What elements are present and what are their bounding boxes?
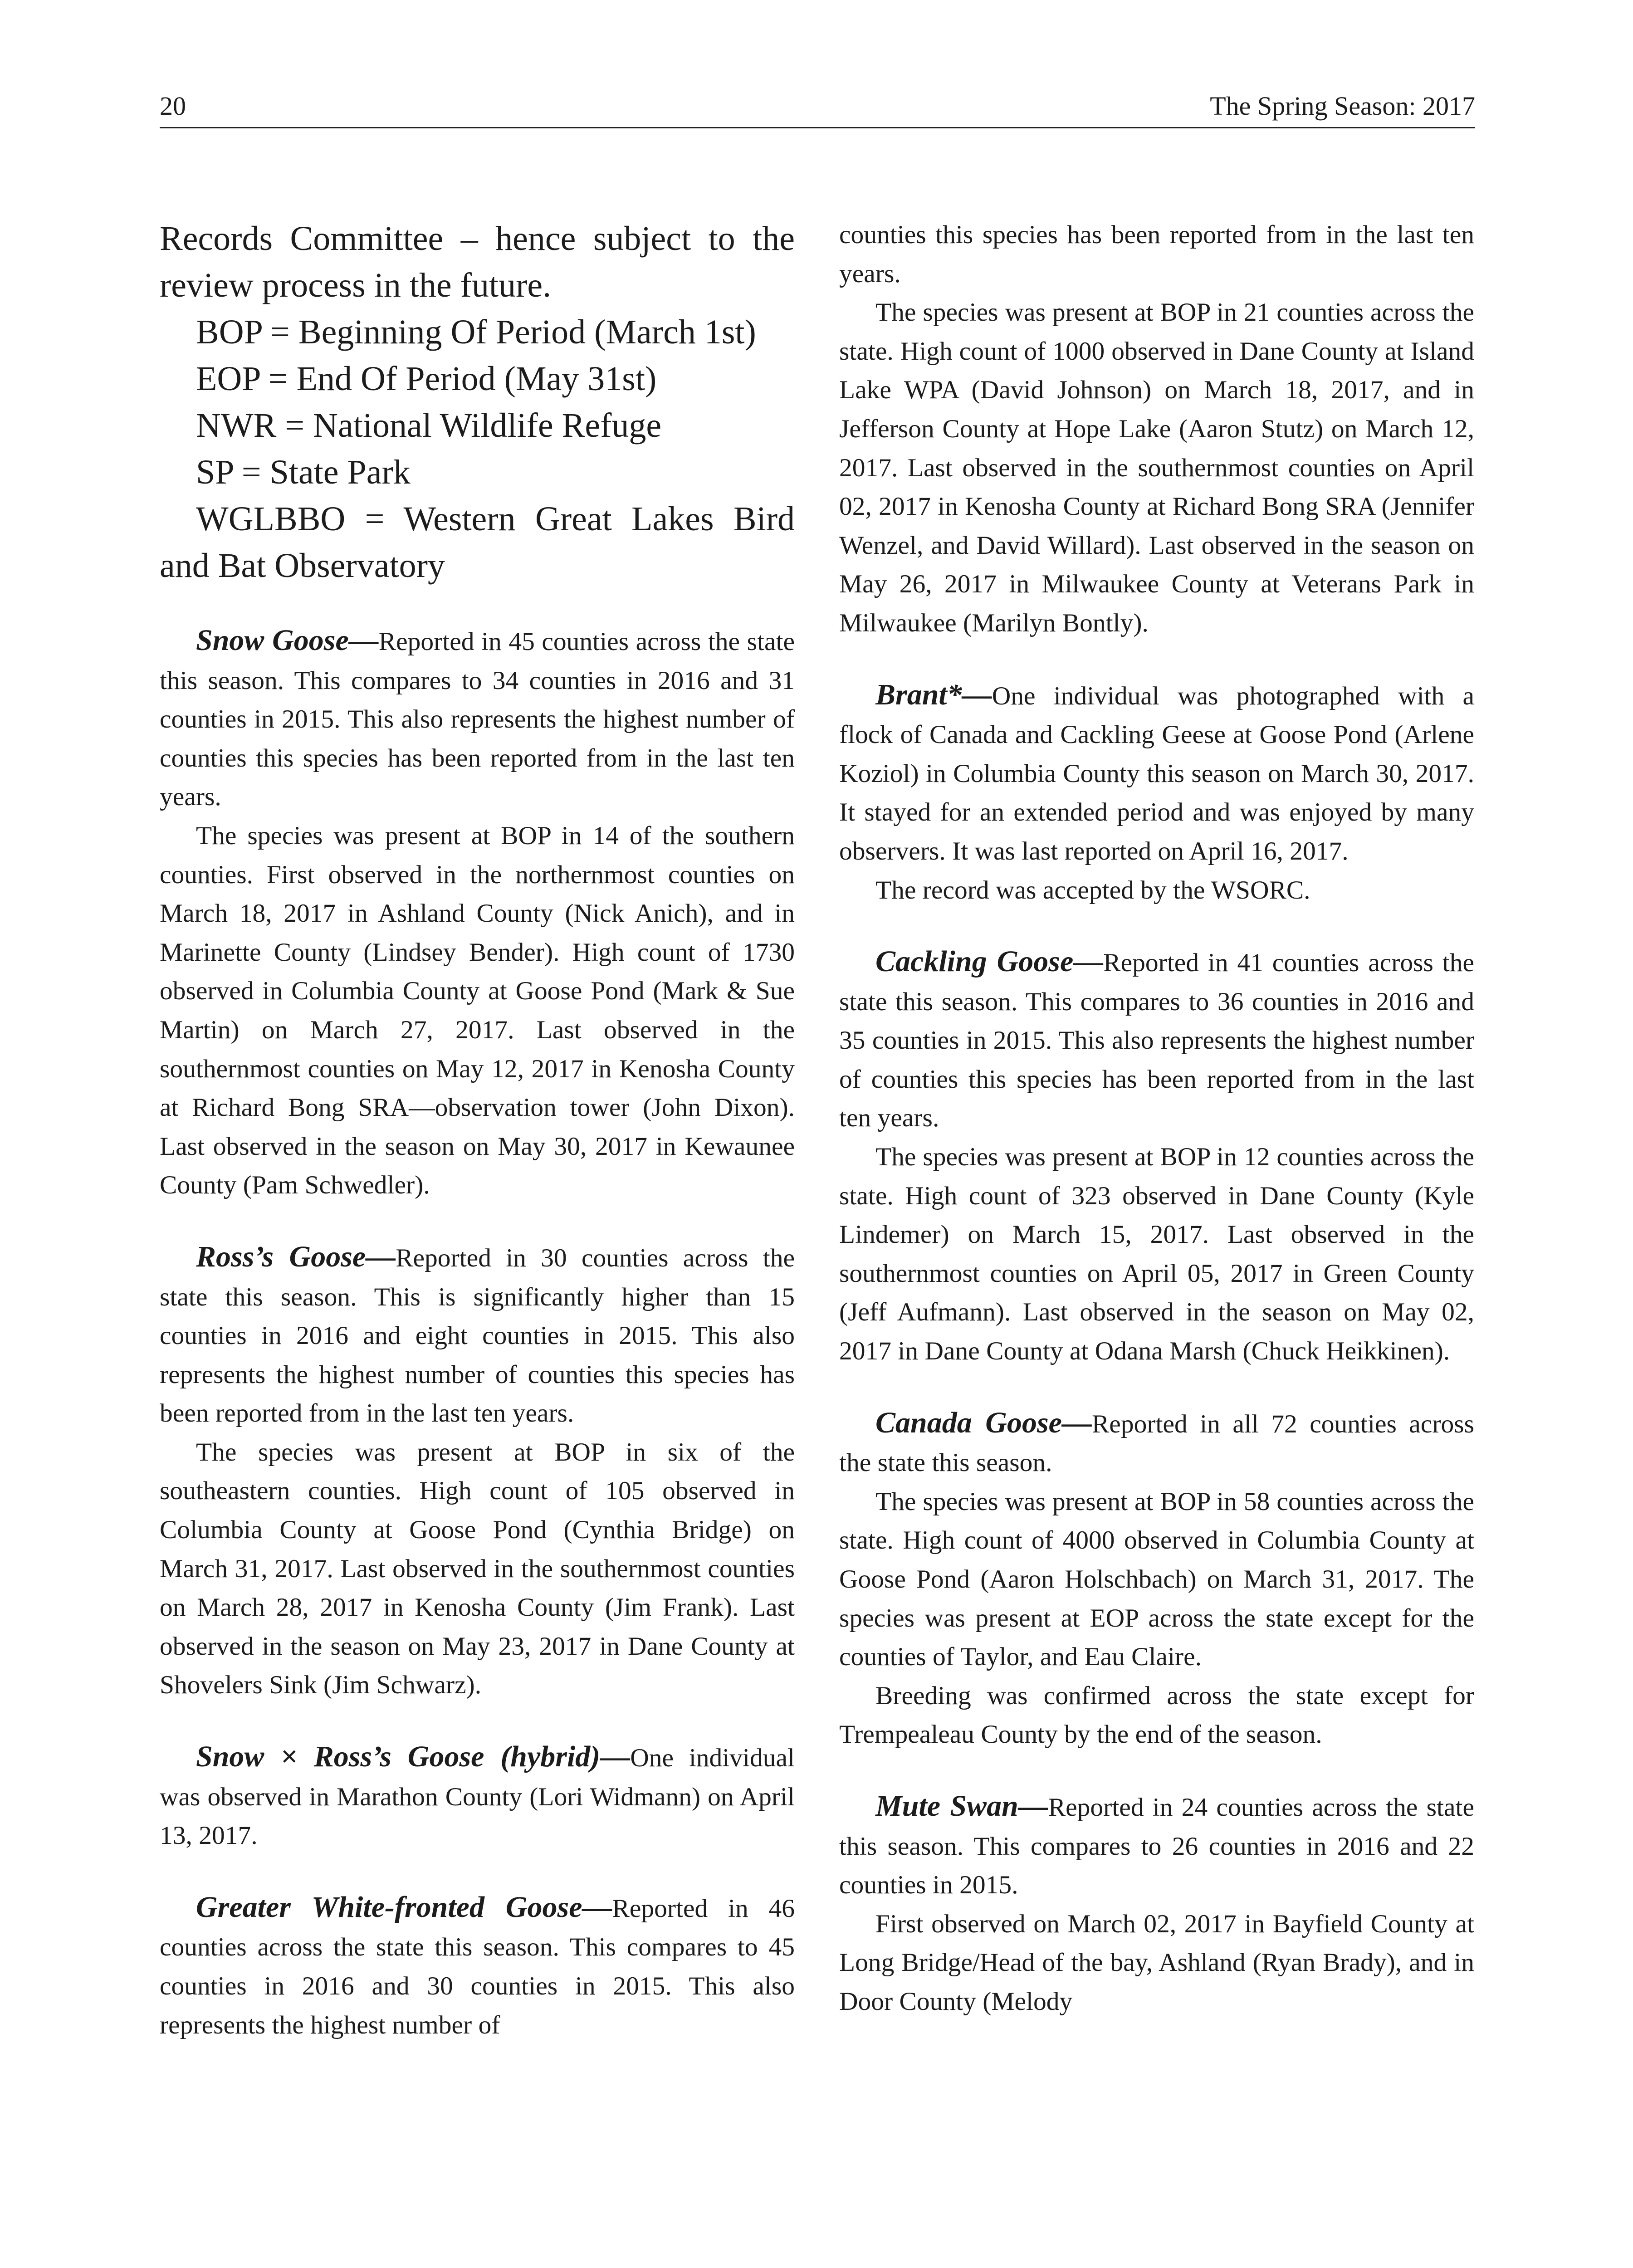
entry-paragraph [160, 1737, 795, 1855]
entry-paragraph [160, 1433, 795, 1705]
species-name: Ross’s Goose [196, 1240, 366, 1273]
species-dash: — [1061, 1406, 1092, 1439]
paragraph-text: Reported in 24 counties across the state this season. This compares to 26 counties in 2016 and 22 counties in 2015. [839, 1793, 1474, 1900]
entry-paragraph [839, 293, 1474, 642]
entry-paragraph [839, 1787, 1474, 1905]
paragraph-text: The species was present at BOP in 14 of the southern counties. First observed in the northernmost counties on March 18, 2017 in Ashland County (Nick Anich), and in Marinette County (Lindsey Bender). High count of 1730 observed in Columbia County at Goose Pond (Mark & Sue Martin) on March 27, 2017. Last observed in the southernmost counties on May 12, 2017 in Kenosha County at Richard Bong SRA—observation tower (John Dixon). Last observed in the season on May 30, 2017 in Kewaunee County (Pam Schwedler). [160, 821, 795, 1200]
species-dash: — [600, 1740, 631, 1774]
species-name: Greater White-fronted Goose [196, 1890, 582, 1924]
paragraph-text: counties this species has been reported from in the last ten years. [839, 220, 1474, 288]
abbreviation-line: Records Committee – hence subject to the review process in the future. [160, 220, 795, 304]
paragraph-text: Reported in 45 counties across the state this season. This compares to 34 counties in 2016 and 31 counties in 2015. This also represents the highest number of counties this species has been reported from in the last ten years. [160, 627, 795, 811]
species-entry-ross-s-goose [160, 1237, 795, 1705]
paragraph-text: The species was present at BOP in 21 counties across the state. High count of 1000 observed in Dane County at Island Lake WPA (David Johnson) on March 18, 2017, and in Jefferson County at Hope Lake (Aaron Stutz) on March 12, 2017. Last observed in the southernmost counties on April 02, 2017 in Kenosha County at Richard Bong SRA (Jennifer Wenzel, and David Willard). Last observed in the season on May 26, 2017 in Milwaukee County at Veterans Park in Milwaukee (Marilyn Bontly). [839, 298, 1474, 637]
entry-paragraph [839, 1403, 1474, 1482]
paragraph-text: Breeding was confirmed across the state except for Trempealeau County by the end of the season. [839, 1681, 1474, 1749]
species-entry-brant [839, 675, 1474, 910]
species-name: Snow Goose [196, 624, 349, 657]
paragraph-text: Reported in 46 counties across the state this season. This compares to 45 counties in 2016 and 30 counties in 2015. This also represents the highest number of [160, 1894, 795, 2039]
species-name: Brant* [875, 678, 962, 711]
page-number: 20 [160, 91, 186, 121]
entry-paragraph [839, 942, 1474, 1138]
species-name: Cackling Goose [875, 945, 1074, 978]
entry-paragraph [839, 1677, 1474, 1754]
species-name: Canada Goose [875, 1406, 1062, 1439]
paragraph-text: Reported in 30 counties across the state this season. This is significantly higher than 15 counties in 2016 and eight counties in 2015. This also represents the highest number of counties this species has been reported from in the last ten years. [160, 1243, 795, 1428]
left-column [160, 215, 795, 2077]
right-column [839, 215, 1474, 2054]
species-entry-canada-goose [839, 1403, 1474, 1754]
species-entry-mute-swan [839, 1787, 1474, 2021]
paragraph-text: Reported in all 72 counties across the state this season. [839, 1409, 1474, 1477]
abbreviation-line: BOP = Beginning Of Period (March 1st) [196, 313, 756, 351]
species-entry-snow-goose [160, 621, 795, 1205]
running-title: The Spring Season: 2017 [1210, 91, 1475, 121]
paragraph-text: One individual was photographed with a flock of Canada and Cackling Geese at Goose Pond (Arlene Koziol) in Columbia County this season on March 30, 2017. It stayed for an extended period and was enjoyed by many observers. It was last reported on April 16, 2017. [839, 681, 1474, 865]
species-dash: — [962, 678, 992, 711]
paragraph-text: The species was present at BOP in six of the southeastern counties. High count of 105 observed in Columbia County at Goose Pond (Cynthia Bridge) on March 31, 2017. Last observed in the southernmost counties on March 28, 2017 in Kenosha County (Jim Frank). Last observed in the season on May 23, 2017 in Dane County at Shovelers Sink (Jim Schwarz). [160, 1437, 795, 1700]
species-dash: — [366, 1240, 396, 1273]
species-name: Snow × Ross’s Goose (hybrid) [196, 1740, 601, 1774]
paragraph-text: The species was present at BOP in 12 counties across the state. High count of 323 observed in Dane County (Kyle Lindemer) on March 15, 2017. Last observed in the southernmost counties on April 05, 2017 in Green County (Jeff Aufmann). Last observed in the season on May 02, 2017 in Dane County at Odana Marsh (Chuck Heikkinen). [839, 1143, 1474, 1366]
entry-paragraph [839, 1482, 1474, 1677]
paragraph-text: Reported in 41 counties across the state this season. This compares to 36 counties in 2016 and 35 counties in 2015. This also represents the highest number of counties this species has been reported from in the last ten years. [839, 948, 1474, 1133]
species-entry-continued [839, 215, 1474, 643]
species-dash: — [1018, 1789, 1048, 1823]
paragraph-text: One individual was observed in Marathon County (Lori Widmann) on April 13, 2017. [160, 1744, 795, 1850]
species-entry-greater-white-fronted-goose [160, 1888, 795, 2044]
species-entry-snow-ross-s-goose-hybrid [160, 1737, 795, 1855]
paragraph-text: First observed on March 02, 2017 in Bayfield County at Long Bridge/Head of the bay, Ashland (Ryan Brady), and in Door County (Melody [839, 1909, 1474, 2016]
entry-paragraph [839, 1905, 1474, 2021]
entry-paragraph [839, 215, 1474, 293]
abbreviation-line: WGLBBO = Western Great Lakes Bird and Bat Observatory [160, 500, 795, 585]
species-dash: — [1073, 945, 1104, 978]
entry-paragraph [839, 675, 1474, 871]
entry-paragraph [160, 1888, 795, 2044]
species-dash: — [348, 624, 379, 657]
species-accounts [160, 621, 795, 2044]
abbreviation-line: NWR = National Wildlife Refuge [196, 406, 662, 445]
paragraph-text: The species was present at BOP in 58 counties across the state. High count of 4000 observed in Columbia County at Goose Pond (Aaron Holschbach) on March 31, 2017. The species was present at EOP across the state except for the counties of Taylor, and Eau Claire. [839, 1487, 1474, 1672]
entry-paragraph [839, 871, 1474, 910]
page-header [160, 86, 1475, 128]
entry-paragraph [160, 816, 795, 1205]
species-name: Mute Swan [875, 1789, 1018, 1823]
species-dash: — [582, 1890, 612, 1924]
entry-paragraph [160, 1237, 795, 1433]
abbreviation-list [160, 215, 795, 589]
paragraph-text: The record was accepted by the WSORC. [875, 875, 1310, 904]
entry-paragraph [160, 621, 795, 816]
abbreviation-line: SP = State Park [196, 453, 411, 491]
species-accounts [839, 215, 1474, 2021]
species-entry-cackling-goose [839, 942, 1474, 1371]
entry-paragraph [839, 1138, 1474, 1371]
abbreviation-line: EOP = End Of Period (May 31st) [196, 360, 657, 398]
